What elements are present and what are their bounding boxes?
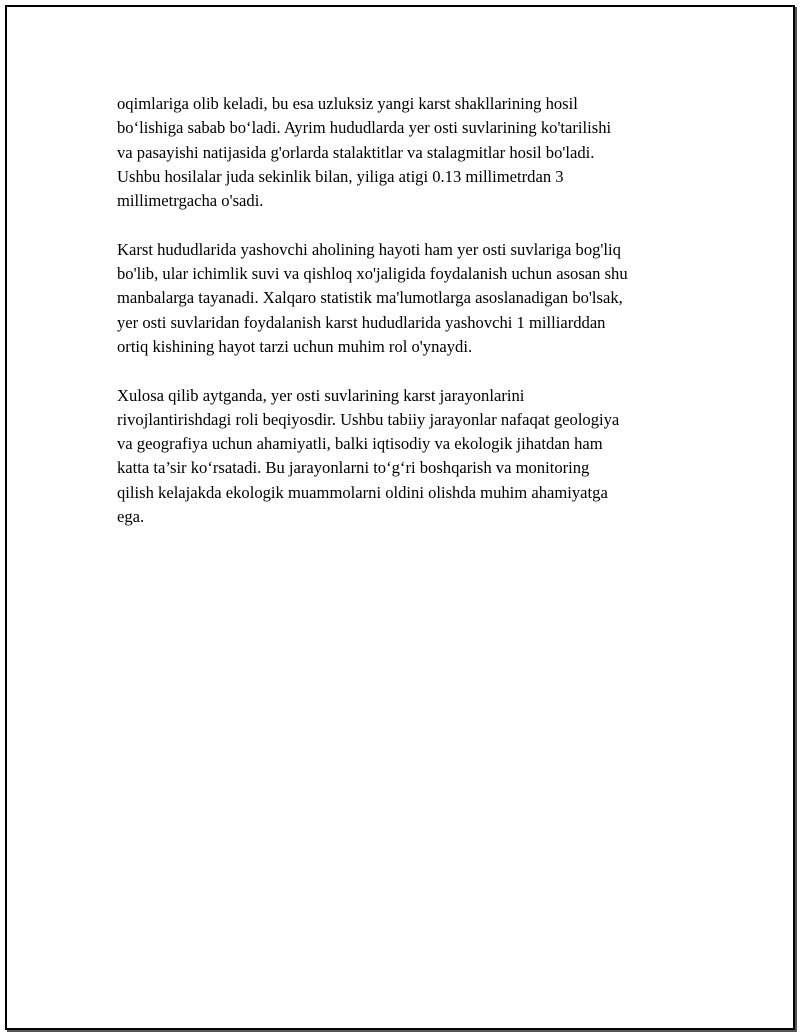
text-line: Karst hududlarida yashovchi aholining hayoti ham yer osti suvlariga bog'liq [117, 239, 621, 259]
paragraph-1 [117, 92, 677, 213]
text-line: katta ta’sir ko‘rsatadi. Bu jarayonlarni to‘g‘ri boshqarish va monitoring [117, 458, 590, 478]
text-line: Xulosa qilib aytganda, yer osti suvlarining karst jarayonlarini [117, 385, 525, 405]
document-body [117, 92, 677, 554]
paragraph-2 [117, 238, 677, 359]
text-line: Ushbu hosilalar juda sekinlik bilan, yiliga atigi 0.13 millimetrdan 3 [117, 166, 564, 186]
text-line: yer osti suvlaridan foydalanish karst hududlarida yashovchi 1 milliarddan [117, 312, 606, 332]
text-line: va geografiya uchun ahamiyatli, balki iqtisodiy va ekologik jihatdan ham [117, 434, 603, 454]
text-line: qilish kelajakda ekologik muammolarni oldini olishda muhim ahamiyatga [117, 482, 608, 502]
text-line: bo‘lishiga sabab bo‘ladi. Ayrim hududlarda yer osti suvlarining ko'tarilishi [117, 118, 612, 138]
text-line: ega. [117, 507, 145, 527]
text-line: rivojlantirishdagi roli beqiyosdir. Ushbu tabiiy jarayonlar nafaqat geologiya [117, 409, 620, 429]
text-line: millimetrgacha o'sadi. [117, 191, 264, 211]
text-line: oqimlariga olib keladi, bu esa uzluksiz yangi karst shakllarining hosil [117, 94, 578, 113]
text-line: bo'lib, ular ichimlik suvi va qishloq xo'jaligida foydalanish uchun asosan shu [117, 264, 628, 284]
text-line: manbalarga tayanadi. Xalqaro statistik ma'lumotlarga asoslanadigan bo'lsak, [117, 288, 623, 308]
text-line: va pasayishi natijasida g'orlarda stalaktitlar va stalagmitlar hosil bo'ladi. [117, 142, 595, 162]
paragraph-3 [117, 384, 677, 530]
text-line: ortiq kishining hayot tarzi uchun muhim rol o'ynaydi. [117, 336, 473, 356]
